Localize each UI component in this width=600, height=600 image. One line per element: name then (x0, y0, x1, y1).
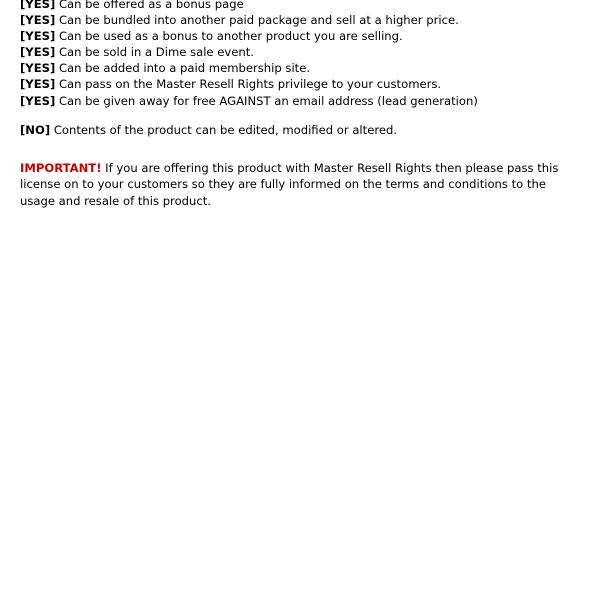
permission-text: Can pass on the Master Resell Rights privilege to your customers. (55, 77, 442, 92)
permission-text: Can be offered as a bonus page (55, 0, 244, 11)
permission-tag: [YES] (20, 61, 56, 76)
permission-tag: [YES] (20, 29, 56, 44)
list-item (20, 28, 578, 44)
permission-tag: [YES] (20, 77, 56, 92)
restriction-item (20, 122, 578, 138)
license-terms-section (20, 0, 578, 210)
important-notice (20, 160, 578, 210)
list-item (20, 44, 578, 60)
permission-text: Can be used as a bonus to another product you are selling. (55, 29, 403, 44)
list-item (20, 0, 578, 12)
restriction-text: Contents of the product can be edited, modified or altered. (50, 122, 398, 137)
list-item (20, 12, 578, 28)
list-item (20, 60, 578, 76)
important-label: IMPORTANT! (20, 160, 102, 175)
permission-text: Can be given away for free AGAINST an email address (lead generation) (55, 93, 478, 108)
restriction-tag: [NO] (20, 122, 51, 137)
rights-list (20, 0, 578, 109)
permission-tag: [YES] (20, 93, 56, 108)
permission-tag: [YES] (20, 13, 56, 28)
list-item (20, 76, 578, 92)
permission-text: Can be bundled into another paid package and sell at a higher price. (55, 13, 459, 28)
permission-text: Can be sold in a Dime sale event. (55, 45, 254, 60)
permission-tag: [YES] (20, 45, 56, 60)
permission-text: Can be added into a paid membership site. (55, 61, 311, 76)
permission-tag: [YES] (20, 0, 56, 11)
important-text: If you are offering this product with Master Resell Rights then please pass this license on to your customers so they are fully informed on the terms and conditions to the usage and resale of this product. (20, 160, 559, 208)
list-item (20, 93, 578, 109)
